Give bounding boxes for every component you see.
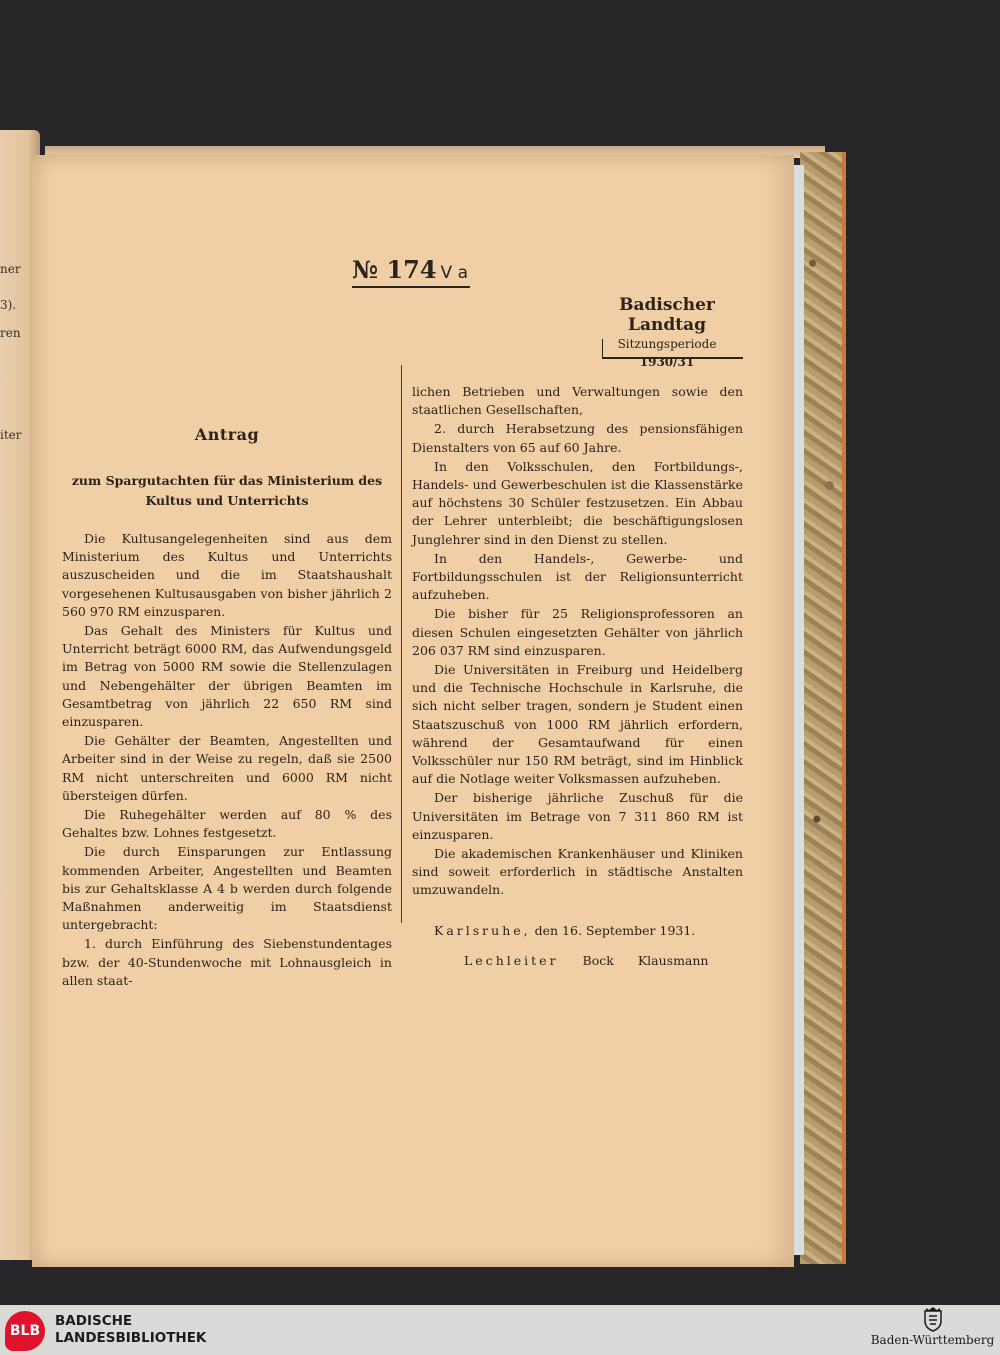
stamp-session-label: Sitzungsperiode — [617, 337, 717, 351]
place: Karlsruhe, — [434, 922, 531, 938]
body-paragraph: Die Ruhegehälter werden auf 80 % des Gehaltes bzw. Lohnes festgesetzt. — [62, 807, 392, 841]
signatory: Lechleiter — [464, 952, 559, 968]
left-page-fragment: iter — [0, 428, 22, 442]
landtag-stamp — [592, 295, 742, 369]
signatory: Bock — [582, 952, 614, 968]
left-page-fragment: ren — [0, 326, 21, 340]
cover-spine-strip — [794, 165, 804, 1255]
stamp-bracket-rule — [602, 339, 743, 359]
document-number-suffix: V a — [440, 263, 468, 283]
body-paragraph: 2. durch Herabsetzung des pensionsfähigen Dienstalters von 65 auf 60 Jahre. — [412, 421, 743, 455]
body-paragraph: Das Gehalt des Ministers für Kultus und Unterricht beträgt 6000 RM, das Aufwendungsgeld im Betrag von 5000 RM sowie die Stellenzulagen und Nebengehälter der übrigen Beamten im Gesamtbetrag von jährlich 22 650 RM sind einzusparen. — [62, 623, 392, 730]
document-subtitle: zum Spargutachten für das Ministerium des Kultus und Unterrichts — [71, 473, 383, 508]
body-paragraph: Die akademischen Krankenhäuser und Kliniken sind soweit erforderlich in städtische Anstalten umzuwandeln. — [412, 846, 743, 898]
right-column — [412, 383, 743, 971]
body-paragraph: Die Gehälter der Beamten, Angestellten und Arbeiter sind in der Weise zu regeln, daß sie 2500 RM nicht unterschreiten und 6000 RM nicht übersteigen dürfen. — [62, 733, 392, 803]
stamp-session-years: 1930/31 — [639, 355, 695, 369]
left-page-fragment: 3). — [0, 298, 17, 312]
body-paragraph: Die bisher für 25 Religionsprofessoren an diesen Schulen eingesetzten Gehälter von jährlich 206 037 RM sind einzusparen. — [412, 606, 743, 658]
body-paragraph: Die Kultusangelegenheiten sind aus dem Ministerium des Kultus und Unterrichts auszuscheiden und die im Staatshaushalt vorgesehenen Kultusausgaben von bisher jährlich 2 560 970 RM einzusparen. — [62, 531, 392, 619]
body-paragraph: 1. durch Einführung des Siebenstundentages bzw. der 40-Stundenwoche mit Lohnausgleich in allen staat- — [62, 936, 392, 988]
document-title: Antrag — [194, 425, 260, 444]
marbled-cover-edge — [800, 152, 846, 1264]
date: den 16. September 1931. — [534, 922, 696, 938]
body-paragraph-continued: lichen Betrieben und Verwaltungen sowie den staatlichen Gesellschaften, — [412, 384, 743, 418]
library-name-line2: LANDESBIBLIOTHEK — [55, 1330, 207, 1346]
document-number-main: № 174 — [352, 255, 437, 284]
signatory: Klausmann — [637, 952, 709, 968]
blb-logo[interactable]: BLB — [5, 1311, 45, 1351]
document-page — [32, 155, 794, 1267]
coat-of-arms-icon — [922, 1307, 944, 1333]
body-paragraph: In den Handels-, Gewerbe- und Fortbildungsschulen ist der Religionsunterricht aufzuheben. — [412, 550, 743, 603]
left-page-fragment: ner — [0, 262, 21, 276]
body-paragraph: Die durch Einsparungen zur Entlassung kommenden Arbeiter, Angestellten und Beamten bis zur Gehaltsklasse A 4 b werden durch folgende Maßnahmen anderweitig im Staatsdienst untergebracht: — [62, 844, 392, 933]
signature-line — [412, 952, 743, 970]
library-name-line1: BADISCHE — [55, 1313, 133, 1329]
footer-bar — [0, 1305, 1000, 1355]
place-date-line — [412, 922, 743, 940]
state-label: Baden-Württemberg — [870, 1333, 995, 1347]
left-column — [62, 530, 392, 991]
column-divider — [401, 365, 402, 923]
body-paragraph: Der bisherige jährliche Zuschuß für die Universitäten im Betrage von 7 311 860 RM ist einzusparen. — [412, 790, 743, 842]
document-number — [352, 255, 470, 288]
state-logo[interactable] — [870, 1307, 995, 1347]
library-name[interactable] — [55, 1313, 206, 1347]
stamp-title: Badischer Landtag — [619, 295, 715, 335]
body-paragraph: Die Universitäten in Freiburg und Heidelberg und die Technische Hochschule in Karlsruhe, die sich nicht selber tragen, sondern je Student einen Staatszuschuß von 1000 RM jährlich erfordern, während der Gesamtaufwand für einen Volksschüler nur 150 RM beträgt, sind im Hinblick auf die Notlage weiter Volksmassen aufzuheben. — [412, 662, 743, 787]
body-paragraph: In den Volksschulen, den Fortbildungs-, Handels- und Gewerbeschulen ist die Klassenstärke auf höchstens 30 Schüler festzusetzen. Ein Abbau der Lehrer unterbleibt; die beschäftigungslosen Junglehrer sind in den Dienst zu stellen. — [412, 458, 743, 547]
